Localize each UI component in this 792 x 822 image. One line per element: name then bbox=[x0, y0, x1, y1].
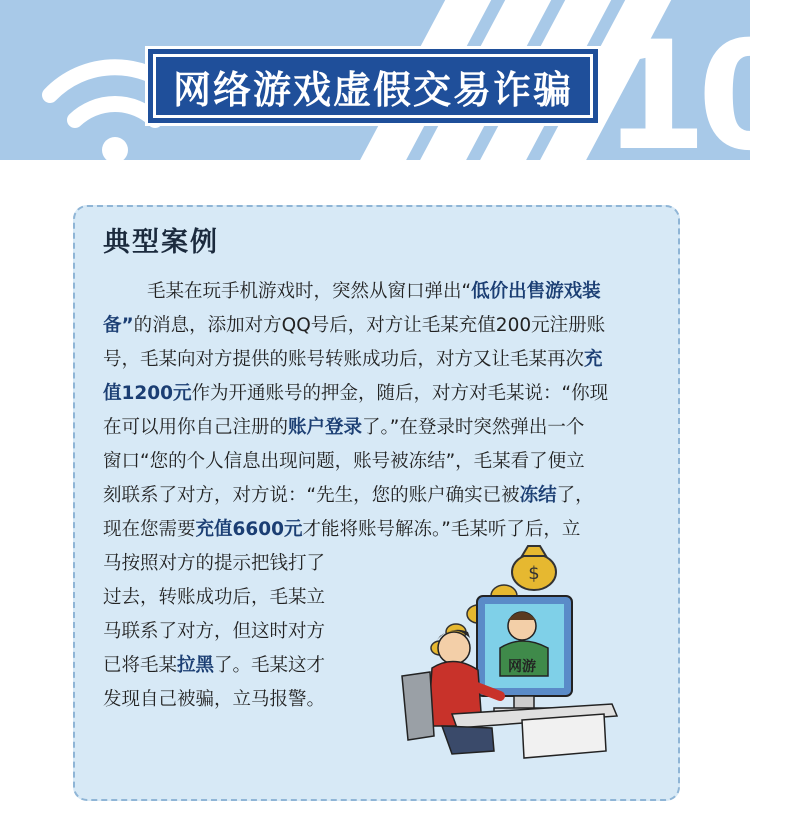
body-text: 窗口“您的个人信息出现问题，账号被冻结”，毛某看了便立 bbox=[103, 451, 585, 472]
paragraph-line bbox=[103, 482, 594, 510]
highlight-text: 低价出售游戏装 bbox=[471, 281, 601, 302]
paragraph-line bbox=[103, 414, 584, 442]
title-box bbox=[145, 46, 601, 126]
body-text: 作为开通账号的押金，随后，对方对毛某说：“你现 bbox=[191, 383, 609, 404]
body-text: 了。毛某这才 bbox=[214, 655, 326, 676]
body-text: 过去，转账成功后，毛某立 bbox=[103, 587, 326, 608]
paragraph-line bbox=[103, 652, 325, 680]
case-heading: 典型案例 bbox=[103, 227, 219, 258]
body-text: 才能将账号解冻。”毛某听了后，立 bbox=[302, 519, 581, 540]
scam-illustration bbox=[382, 536, 622, 766]
highlight-text: 拉黑 bbox=[177, 655, 215, 676]
body-text: 马联系了对方，但这时对方 bbox=[103, 621, 326, 642]
paragraph-line bbox=[103, 346, 603, 374]
paragraph-line bbox=[103, 550, 325, 578]
body-text: 毛某在玩手机游戏时，突然从窗口弹出“ bbox=[147, 281, 472, 302]
paragraph-line bbox=[147, 278, 601, 306]
highlight-text: 备” bbox=[103, 315, 134, 336]
section-number: 10 bbox=[603, 10, 792, 184]
body-text: 已将毛某 bbox=[103, 655, 178, 676]
highlight-text: 账户登录 bbox=[288, 417, 363, 438]
body-text: 号，毛某向对方提供的账号转账成功后，对方又让毛某再次 bbox=[103, 349, 585, 370]
highlight-text: 充值6600元 bbox=[195, 519, 303, 540]
body-text: 马按照对方的提示把钱打了 bbox=[103, 553, 326, 574]
paragraph-line bbox=[103, 584, 325, 612]
paragraph-line bbox=[103, 380, 608, 408]
body-text: 刻联系了对方，对方说：“先生，您的账户确实已被 bbox=[103, 485, 520, 506]
body-text: 现在您需要 bbox=[103, 519, 196, 540]
paragraph-line bbox=[103, 448, 585, 476]
body-text: 发现自己被骗，立马报警。 bbox=[103, 689, 326, 710]
paragraph-line bbox=[103, 686, 325, 714]
highlight-text: 充 bbox=[584, 349, 603, 370]
svg-text:$: $ bbox=[528, 563, 540, 584]
body-text: 在可以用你自己注册的 bbox=[103, 417, 289, 438]
highlight-text: 值1200元 bbox=[103, 383, 192, 404]
page-title: 网络游戏虚假交易诈骗 bbox=[172, 67, 573, 112]
highlight-text: 冻结 bbox=[519, 485, 557, 506]
paragraph-line bbox=[103, 312, 605, 340]
screen-label: 网游 bbox=[508, 659, 536, 675]
body-text: 的消息，添加对方QQ号后，对方让毛某充值200元注册账 bbox=[133, 315, 606, 336]
body-text: 了。”在登录时突然弹出一个 bbox=[362, 417, 585, 438]
body-text: 了， bbox=[556, 485, 594, 506]
paragraph-line bbox=[103, 618, 325, 646]
header-banner bbox=[0, 0, 792, 184]
money-bag-icon bbox=[512, 546, 556, 590]
